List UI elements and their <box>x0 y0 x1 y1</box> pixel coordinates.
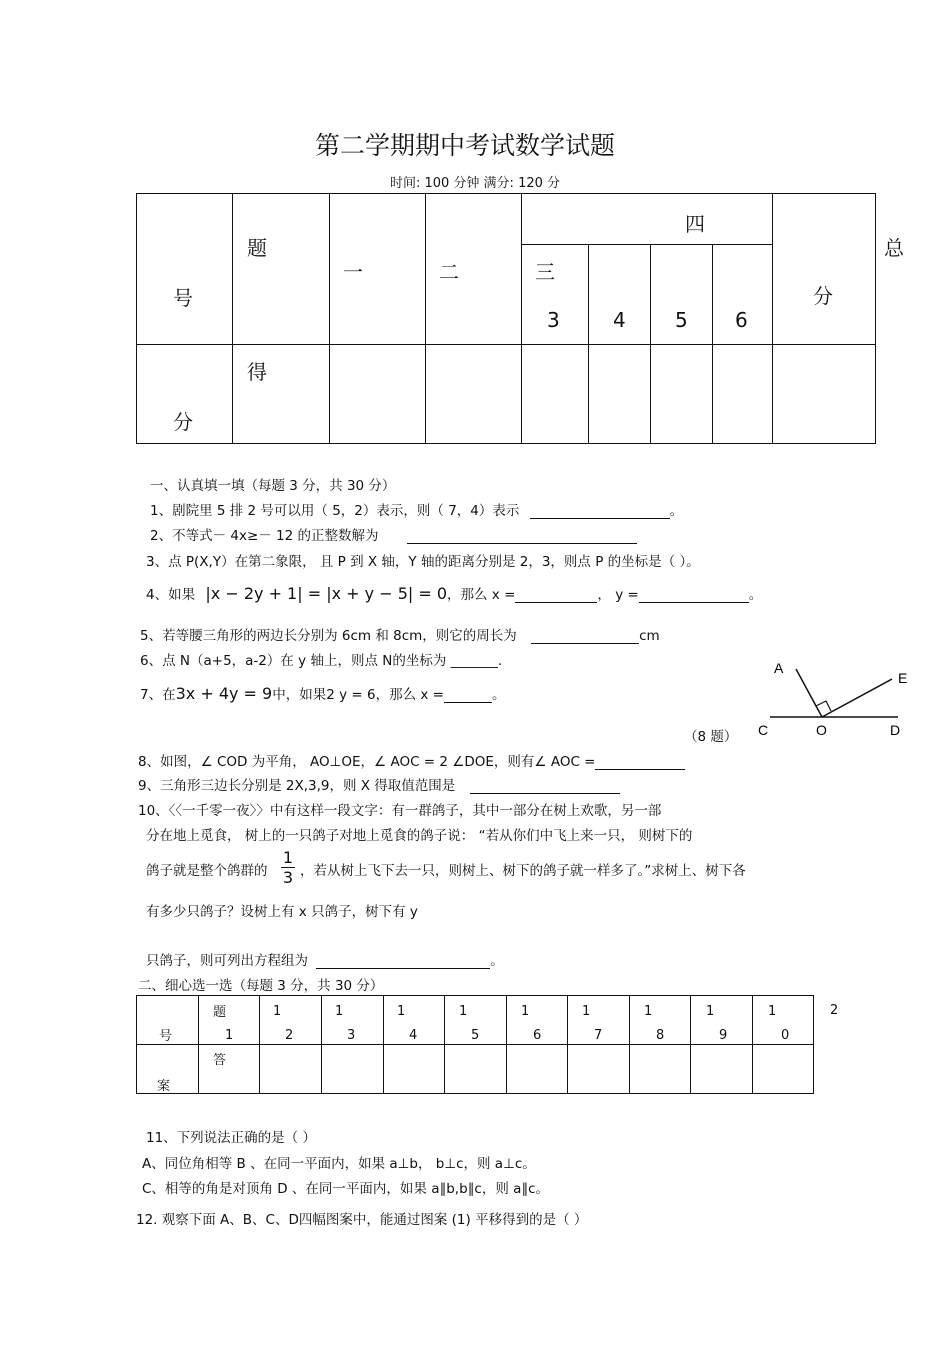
header-two: 二 <box>439 260 459 284</box>
page-title: 第二学期期中考试数学试题 <box>314 131 615 160</box>
fraction: 1 3 <box>282 848 294 887</box>
question-10-line1: 10、〈〈一千零一夜〉〉中有这样一段文字：有一群鸽子，其中一部分在树上欢歌，另一部 <box>138 803 662 819</box>
header-total-fen: 分 <box>813 284 833 308</box>
question-6: 6、点 N（a+5，a-2）在 y 轴上，则点 N的坐标为 _______. <box>140 653 503 669</box>
label-o: O <box>816 722 827 738</box>
label-c: C <box>758 722 769 738</box>
question-11-options-ab: A、同位角相等 B 、在同一平面内，如果 a⊥b， b⊥c，则 a⊥c。 <box>142 1156 536 1172</box>
ans-col-bottom: 7 <box>594 1028 603 1043</box>
ans-header-ti: 题 <box>213 1005 227 1020</box>
answer-blank[interactable] <box>530 504 670 519</box>
subcol-3: 3 <box>547 308 560 332</box>
ans-col-top: 1 <box>768 1004 777 1019</box>
q4-formula: |x − 2y + 1| = |x + y − 5| = 0 <box>205 584 448 603</box>
header-one: 一 <box>343 260 363 284</box>
header-ti: 题 <box>247 236 267 260</box>
question-9: 9、三角形三边长分别是 2X,3,9，则 X 得取值范围是 <box>138 774 620 794</box>
question-11: 11、下列说法正确的是（ ） <box>146 1130 316 1146</box>
ans-col-bottom: 9 <box>719 1028 728 1043</box>
question-5: 5、若等腰三角形的两边长分别为 6cm 和 8cm，则它的周长为 cm <box>140 628 660 644</box>
label-a: A <box>774 660 784 676</box>
question-10-line3b: ，若从树上飞下去一只，则树上、树下的鸽子就一样多了。”求树上、树下各 <box>300 863 746 879</box>
subcol-6: 6 <box>735 308 748 332</box>
ans-col-top: 1 <box>521 1004 530 1019</box>
score-table <box>136 193 876 444</box>
header-total-zong: 总 <box>884 236 904 260</box>
ans-col-bottom: 4 <box>409 1028 418 1043</box>
row-de: 得 <box>247 360 267 384</box>
header-three: 三 <box>535 260 555 284</box>
ans-col-top: 1 <box>273 1004 282 1019</box>
header-hao: 号 <box>173 286 193 310</box>
exam-info: 时间: 100 分钟 满分: 120 分 <box>389 176 561 191</box>
ans-col-top: 1 <box>459 1004 468 1019</box>
answer-blank[interactable] <box>444 688 492 703</box>
ans-col-bottom: 8 <box>656 1028 665 1043</box>
question-11-options-cd: C、相等的角是对顶角 D 、在同一平面内，如果 a∥b,b∥c，则 a∥c。 <box>142 1181 550 1197</box>
answer-blank[interactable] <box>407 529 637 544</box>
header-four: 四 <box>685 212 705 236</box>
figure-caption: （8 题） <box>684 729 738 745</box>
ans-col-bottom: 0 <box>781 1028 790 1043</box>
question-4: 4、如果 |x − 2y + 1| = |x + y − 5| = 0，那么 x = ， y = 。 <box>146 584 763 603</box>
question-1: 1、剧院里 5 排 2 号可以用（ 5，2）表示，则（ 7，4）表示 。 <box>150 503 684 519</box>
answer-table <box>136 995 814 1094</box>
question-3: 3、点 P(X,Y）在第二象限， 且 P 到 X 轴，Y 轴的距离分别是 2，3，则点 P 的坐标是（ ）。 <box>146 554 700 570</box>
ans-col-first: 1 <box>225 1028 234 1043</box>
ans-col-trail: 2 <box>830 1003 839 1018</box>
ray-oe <box>822 679 892 717</box>
answer-blank[interactable] <box>515 588 597 603</box>
answer-blank[interactable] <box>470 779 620 794</box>
section1-heading: 一、认真填一填（每题 3 分，共 30 分） <box>150 478 396 494</box>
ans-row-an: 案 <box>157 1079 171 1094</box>
subcol-4: 4 <box>613 308 626 332</box>
angle-figure <box>750 655 930 745</box>
question-10-line3a: 鸽子就是整个鸽群的 <box>146 863 268 879</box>
question-10-line4: 有多少只鸽子？设树上有 x 只鸽子，树下有 y <box>146 904 418 920</box>
ans-col-bottom: 2 <box>285 1028 294 1043</box>
ans-col-top: 1 <box>582 1004 591 1019</box>
answer-blank[interactable] <box>316 954 490 969</box>
answer-blank[interactable] <box>531 629 639 644</box>
answer-blank[interactable] <box>639 588 749 603</box>
ans-col-top: 1 <box>644 1004 653 1019</box>
subcol-5: 5 <box>675 308 688 332</box>
ans-col-top: 1 <box>335 1004 344 1019</box>
question-8: 8、如图，∠ COD 为平角， AO⊥OE，∠ AOC = 2 ∠DOE，则有∠ AOC = <box>138 750 685 770</box>
question-7: 7、在3x + 4y = 9中，如果2 y = 6，那么 x = 。 <box>140 684 506 703</box>
row-fen: 分 <box>173 410 193 434</box>
ans-header-hao: 号 <box>159 1029 173 1044</box>
label-d: D <box>890 722 901 738</box>
ans-col-top: 1 <box>706 1004 715 1019</box>
ans-col-bottom: 3 <box>347 1028 356 1043</box>
ans-col-bottom: 5 <box>471 1028 480 1043</box>
ray-oa <box>796 669 822 717</box>
ans-row-da: 答 <box>213 1053 227 1068</box>
answer-blank[interactable] <box>595 755 685 770</box>
question-12: 12. 观察下面 A、B、C、D四幅图案中，能通过图案 (1) 平移得到的是（ ） <box>136 1212 588 1228</box>
ans-col-top: 1 <box>397 1004 406 1019</box>
q7-formula: 3x + 4y = 9 <box>175 684 273 703</box>
label-e: E <box>898 670 908 686</box>
question-2: 2、不等式－ 4x≥－ 12 的正整数解为 <box>150 524 637 544</box>
section2-heading: 二、细心选一选（每题 3 分，共 30 分） <box>138 978 384 994</box>
question-10-line2: 分在地上觅食， 树上的一只鸽子对地上觅食的鸽子说： “若从你们中飞上来一只， 则树下的 <box>146 828 693 844</box>
ans-col-bottom: 6 <box>533 1028 542 1043</box>
question-10-line5: 只鸽子，则可列出方程组为 。 <box>146 953 504 969</box>
